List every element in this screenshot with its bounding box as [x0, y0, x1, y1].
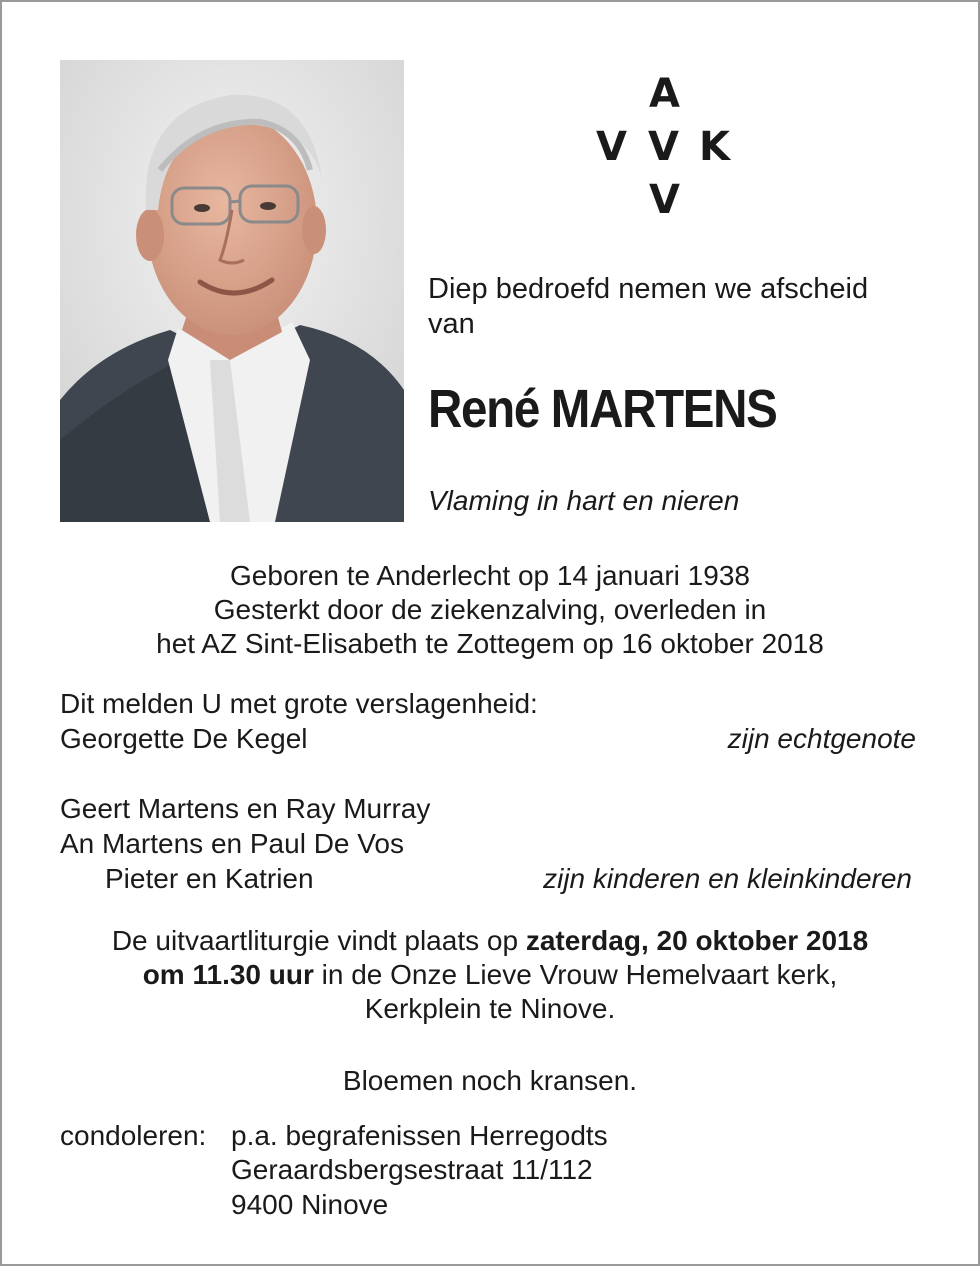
avvk-logo	[592, 70, 742, 223]
logo-letter-top: A	[649, 71, 680, 117]
intro-line: van	[428, 308, 475, 340]
info-line: het AZ Sint-Elisabeth te Zottegem op 16 oktober 2018	[156, 628, 824, 659]
child-line: An Martens en Paul De Vos	[60, 828, 404, 859]
flowers-note: Bloemen noch kransen.	[342, 1065, 638, 1096]
liturgy-time: om 11.30 uur	[142, 959, 314, 990]
condolence-line: Geraardsbergsestraat 11/112	[231, 1154, 593, 1185]
spouse-name: Georgette De Kegel	[60, 723, 308, 754]
grandchildren-names: Pieter en Katrien	[105, 863, 314, 894]
birth-death-info	[2, 559, 978, 661]
condolence-line: 9400 Ninove	[231, 1189, 389, 1220]
portrait-photo	[60, 60, 404, 522]
deceased-name: René MARTENS	[428, 379, 777, 439]
liturgy-text: in de Onze Lieve Vrouw Hemelvaart kerk,	[313, 959, 838, 990]
child-line: Geert Martens en Ray Murray	[60, 793, 431, 824]
info-line: Gesterkt door de ziekenzalving, overleden in	[213, 594, 767, 625]
logo-letter-right: K	[699, 124, 730, 170]
intro-line: Diep bedroefd nemen we afscheid	[428, 273, 869, 305]
liturgy-text: De uitvaartliturgie vindt plaats op	[111, 925, 526, 956]
liturgy-line-2	[2, 958, 978, 992]
intro-text	[428, 272, 948, 342]
condolence-line: p.a. begrafenissen Herregodts	[231, 1120, 608, 1151]
spouse-relation: zijn echtgenote	[727, 723, 916, 754]
condolence-label: condoleren:	[60, 1120, 207, 1151]
children-relation: zijn kinderen en kleinkinderen	[543, 863, 912, 894]
funeral-liturgy	[2, 924, 978, 1026]
info-line: Geboren te Anderlecht op 14 januari 1938	[230, 560, 750, 591]
logo-letter-left: V	[596, 124, 627, 170]
motto: Vlaming in hart en nieren	[428, 485, 740, 516]
announcement: Dit melden U met grote verslagenheid:	[60, 688, 538, 719]
liturgy-line-3: Kerkplein te Ninove.	[364, 993, 616, 1024]
logo-letter-middle: V	[648, 124, 679, 170]
liturgy-line-1	[2, 924, 978, 958]
liturgy-date: zaterdag, 20 oktober 2018	[525, 925, 869, 956]
logo-letter-bottom: V	[649, 177, 680, 223]
